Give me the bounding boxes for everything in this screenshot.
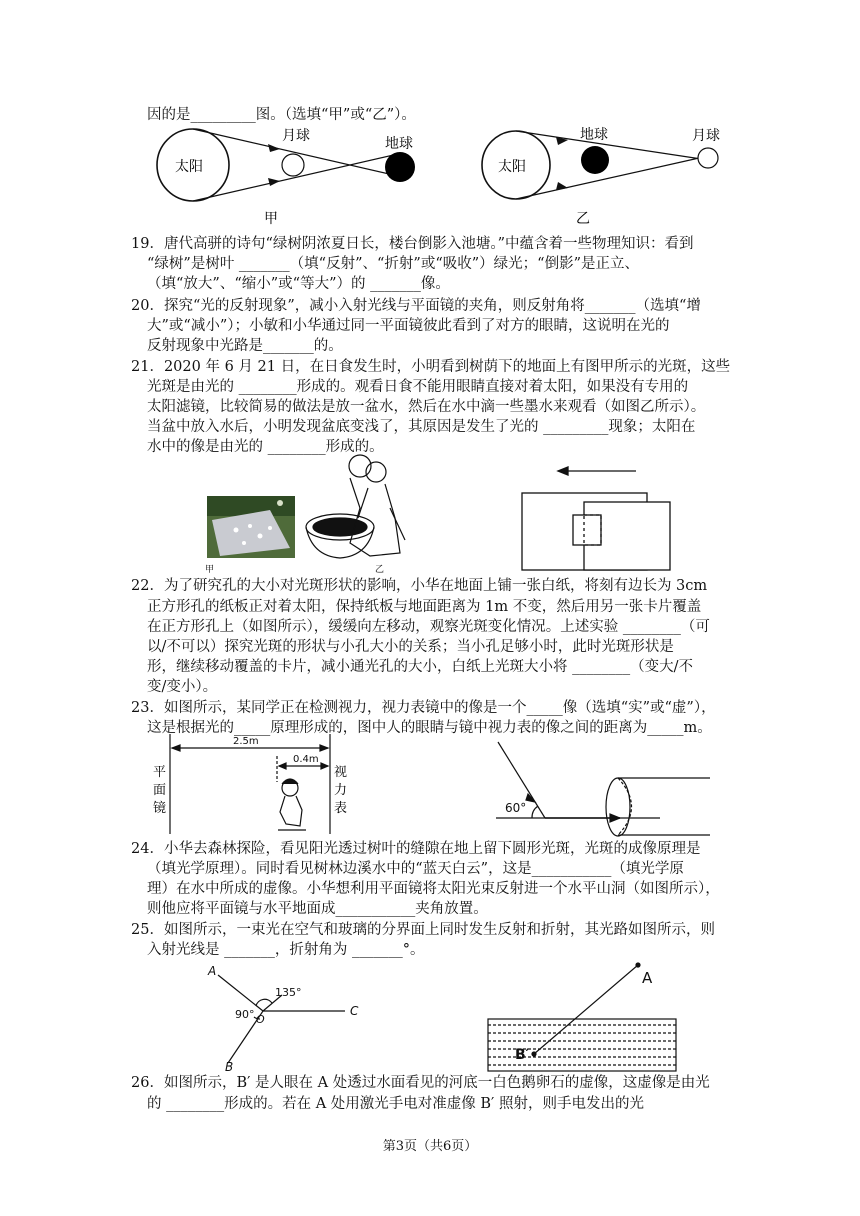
earth-label: 地球 — [580, 127, 608, 143]
point-A-label: A — [642, 969, 653, 987]
point-A-label: A — [208, 964, 217, 978]
vision-labels — [153, 765, 347, 816]
q21-line: 21．2020 年 6 月 21 日，在日食发生时，小明看到树荫下的地面上有图甲所示的光斑，这些 — [131, 359, 731, 375]
page-footer: 第3页（共6页） — [382, 1139, 478, 1154]
q21-line: 当盆中放入水后，小明发现盆底变浅了，其原因是发生了光的 _________现象；太阳在 — [147, 419, 696, 435]
chart-label: 表 — [334, 801, 348, 816]
earth-label: 地球 — [385, 136, 413, 152]
eclipse-diagram-yi — [482, 126, 720, 227]
eclipse-figure — [140, 120, 740, 230]
q26-line: 26．如图所示，B′ 是人眼在 A 处透过水面看见的河底一白色鹅卵石的虚像，这虚像是由光 — [131, 1075, 710, 1091]
point-C-label: C — [350, 1004, 359, 1018]
refraction-figure — [207, 964, 359, 1073]
q22-line: 正方形孔的纸板正对着太阳，保持纸板与地面距离为 1m 不变，然后用另一张卡片覆盖 — [147, 599, 702, 615]
q21-line: 水中的像是由光的 ________形成的。 — [147, 439, 384, 455]
q24-line: （填光学原理）。同时看见树林边溪水中的“蓝天白云”，这是___________（填光学原 — [147, 861, 684, 877]
q24-line: 理）在水中所成的虚像。小华想利用平面镜将太阳光束反射进一个水平山洞（如图所示）， — [147, 881, 720, 897]
figure-23-24 — [140, 732, 740, 842]
q23-line: 23．如图所示，某同学正在检测视力，视力表镜中的像是一个_____像（选填“实”或“虚”）， — [131, 700, 716, 716]
eclipse-diagram-jia — [157, 128, 415, 227]
chart-label: 视 — [334, 765, 348, 780]
q20-line: 大”或“减小”）；小敏和小华通过同一平面镜彼此看到了对方的眼睛，这说明在光的 — [147, 318, 670, 334]
mirror-label: 镜 — [153, 801, 167, 816]
distance-total-label: 2.5m — [233, 736, 259, 747]
figure-25-26 — [190, 955, 690, 1073]
point-O-label: O — [256, 1013, 265, 1026]
q20-line: 20．探究“光的反射现象”，减小入射光线与平面镜的夹角，则反射角将_______（选填“增 — [131, 298, 701, 314]
q24-line: 则他应将平面镜与水平地面成___________夹角放置。 — [147, 901, 488, 917]
caption-jia: 甲 — [205, 565, 215, 575]
caption-yi: 乙 — [375, 565, 385, 575]
mirror-label: 平 — [153, 765, 167, 780]
square-hole-figure — [522, 467, 670, 570]
basin-observation-drawing — [306, 455, 405, 575]
point-B-label: B — [225, 1060, 234, 1073]
angle-90-label: 90° — [235, 1008, 255, 1021]
light-spot-photo — [205, 496, 295, 575]
sun-label: 太阳 — [498, 159, 526, 175]
q26-line: 的 ________形成的。若在 A 处用激光手电对准虚像 B′ 照射，则手电发出的光 — [147, 1096, 644, 1112]
q20-line: 反射现象中光路是_______的。 — [147, 338, 343, 354]
figure-21-22 — [200, 448, 700, 578]
sun-label: 太阳 — [175, 159, 203, 175]
cave-mirror-figure — [496, 742, 710, 836]
caption-yi: 乙 — [576, 211, 590, 227]
q25-line: 25．如图所示，一束光在空气和玻璃的分界面上同时发生反射和折射，其光路如图所示，则 — [131, 922, 715, 938]
q22-line: 变/变小）。 — [147, 679, 218, 695]
q23-line: 这是根据光的_____原理形成的，图中人的眼睛与镜中视力表的像之间的距离为_____m。 — [147, 720, 712, 736]
vision-test-figure — [170, 734, 330, 834]
q19-line: （填“放大”、“缩小”或“等大”）的 _______像。 — [147, 276, 450, 292]
text-line: 因的是_________图。（选填“甲”或“乙”）。 — [147, 107, 416, 123]
q22-line: 形，继续移动覆盖的卡片，减小通光孔的大小，白纸上光斑大小将 ________（变大/不 — [147, 659, 693, 675]
q22-line: 以/不可以）探究光斑的形状与小孔大小的关系；当小孔足够小时，此时光斑形状是 — [147, 639, 674, 655]
q21-line: 光斑是由光的 ________形成的。观看日食不能用眼睛直接对着太阳，如果没有专用的 — [147, 379, 689, 395]
moon-label: 月球 — [692, 128, 720, 144]
caption-jia: 甲 — [264, 211, 278, 227]
q22-line: 22．为了研究孔的大小对光斑形状的影响，小华在地面上铺一张白纸，将刻有边长为 3cm — [131, 578, 708, 594]
q19-line: “绿树”是树叶 _______（填“反射”、“折射”或“吸收”）绿光；“倒影”是正立、 — [147, 256, 639, 272]
mirror-label: 面 — [153, 783, 167, 798]
chart-label: 力 — [334, 783, 348, 798]
angle-135-label: 135° — [275, 986, 302, 999]
q25-line: 入射光线是 _______，折射角为 _______°。 — [147, 942, 425, 958]
angle-label: 60° — [505, 801, 527, 815]
moon-label: 月球 — [282, 128, 310, 144]
q24-line: 24．小华去森林探险，看见阳光透过树叶的缝隙在地上留下圆形光斑，光斑的成像原理是 — [131, 841, 701, 857]
q22-line: 在正方形孔上（如图所示），缓缓向左移动，观察光斑变化情况。上述实验 ________（可 — [147, 619, 710, 635]
q21-line: 太阳滤镜，比较简易的做法是放一盆水，然后在水中滴一些墨水来观看（如图乙所示）。 — [147, 399, 706, 415]
water-pebble-figure — [488, 963, 676, 1071]
distance-small-label: 0.4m — [293, 754, 319, 765]
q19-line: 19．唐代高骈的诗句“绿树阴浓夏日长，楼台倒影入池塘。”中蕴含着一些物理知识：看到 — [131, 236, 694, 252]
point-B-prime-label: B′ — [515, 1047, 530, 1063]
